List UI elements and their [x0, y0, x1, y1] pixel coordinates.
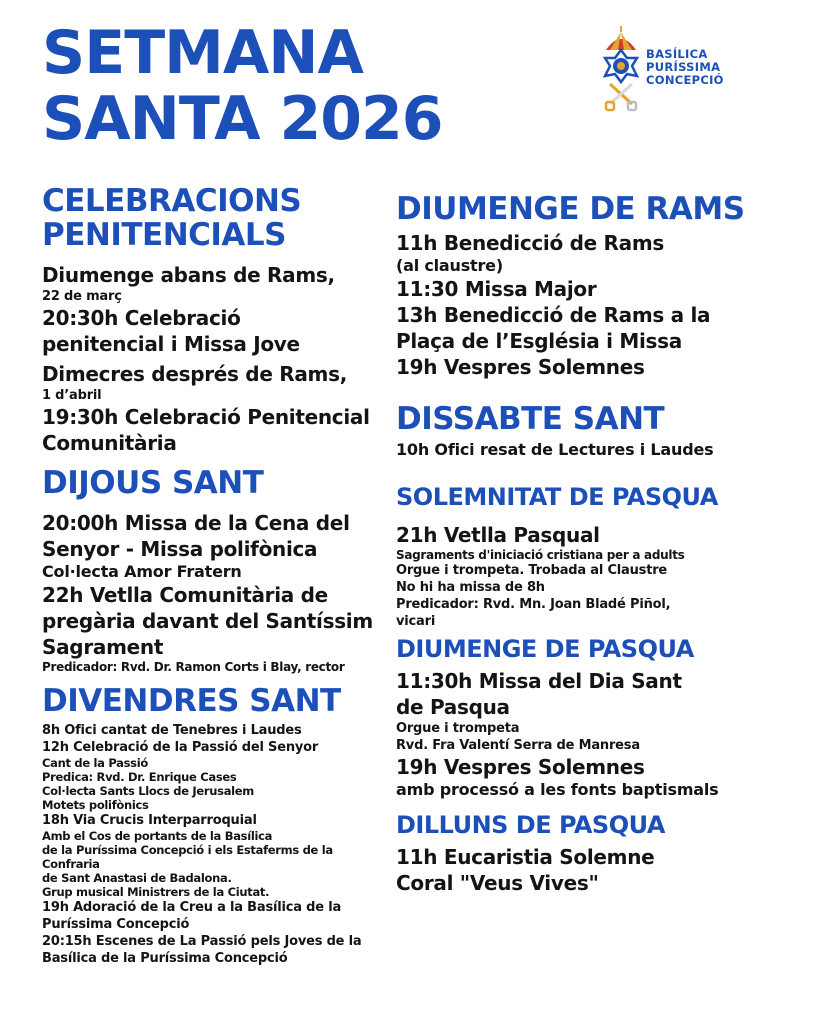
section-heading: CELEBRACIONS: [42, 183, 302, 219]
event-detail: Predicador: Rvd. Dr. Ramon Corts i Blay, rector: [42, 660, 345, 674]
event-line: 18h Via Crucis Interparroquial: [42, 813, 257, 828]
basilica-crest-icon: [596, 24, 646, 116]
event-line: 20:15h Escenes de La Passió pels Joves de la: [42, 934, 362, 949]
event-line: 20:30h Celebració: [42, 306, 241, 330]
event-detail: Rvd. Fra Valentí Serra de Manresa: [396, 738, 640, 753]
right-column: [396, 192, 776, 896]
event-line: 21h Vetlla Pasqual: [396, 523, 600, 547]
section-heading: DISSABTE SANT: [396, 401, 665, 437]
logo-line-1: BASÍLICA: [646, 47, 708, 61]
event-detail: Predicador: Rvd. Mn. Joan Bladé Piñol,: [396, 597, 671, 612]
event-day: Dimecres després de Rams,: [42, 362, 347, 386]
event-line: 11h Eucaristia Solemne: [396, 845, 655, 869]
event-detail: Motets polifònics: [42, 798, 149, 812]
event-date: 1 d’abril: [42, 388, 102, 403]
event-line: pregària davant del Santíssim: [42, 609, 373, 633]
event-line: 19h Adoració de la Creu a la Basílica de la: [42, 900, 342, 915]
event-line: 11:30 Missa Major: [396, 277, 597, 301]
event-line: de Pasqua: [396, 695, 510, 719]
event-detail: Amb el Cos de portants de la Basílica: [42, 829, 273, 843]
event-line: 19:30h Celebració Penitencial: [42, 405, 370, 429]
event-line: Basílica de la Puríssima Concepció: [42, 951, 288, 966]
event-detail: de la Puríssima Concepció i els Estaferms de la Confraria: [42, 843, 333, 871]
basilica-logo: [596, 24, 736, 116]
section-heading: DILLUNS DE PASQUA: [396, 811, 665, 839]
event-day: Diumenge abans de Rams,: [42, 263, 335, 287]
section-heading-line-2: PENITENCIALS: [42, 217, 286, 253]
event-line: Comunitària: [42, 431, 177, 455]
page-title: [42, 20, 442, 152]
event-detail: Col·lecta Amor Fratern: [42, 562, 242, 581]
event-line: 20:00h Missa de la Cena del: [42, 511, 350, 535]
section-dissabte-sant: [396, 402, 776, 460]
event-line: 19h Vespres Solemnes: [396, 355, 645, 379]
logo-line-3: CONCEPCIÓ: [646, 73, 724, 87]
event-line: 11:30h Missa del Dia Sant: [396, 669, 682, 693]
event-detail: Grup musical Ministrers de la Ciutat.: [42, 885, 270, 899]
section-divendres-sant: [42, 684, 392, 967]
event-detail: amb processó a les fonts baptismals: [396, 780, 719, 799]
event-line: Senyor - Missa polifònica: [42, 537, 318, 561]
section-heading: DIJOUS SANT: [42, 465, 264, 501]
title-line-1: SETMANA: [42, 18, 363, 88]
section-heading: DIUMENGE DE PASQUA: [396, 635, 694, 663]
section-heading: DIVENDRES SANT: [42, 683, 341, 719]
left-column: [42, 184, 392, 967]
event-detail: (al claustre): [396, 256, 503, 275]
event-line: 22h Vetlla Comunitària de: [42, 583, 328, 607]
section-dilluns-de-pasqua: [396, 810, 776, 896]
event-detail: Sagraments d'iniciació cristiana per a adults: [396, 548, 685, 562]
event-line: Coral "Veus Vives": [396, 871, 599, 895]
event-line: 13h Benedicció de Rams a la: [396, 303, 711, 327]
event-detail: Col·lecta Sants Llocs de Jerusalem: [42, 784, 254, 798]
section-diumenge-de-rams: [396, 192, 776, 380]
section-diumenge-de-pasqua: [396, 634, 776, 800]
event-line: 11h Benedicció de Rams: [396, 231, 664, 255]
event-line: Plaça de l’Església i Missa: [396, 329, 682, 353]
event-detail: No hi ha missa de 8h: [396, 580, 545, 595]
event-detail: vicari: [396, 614, 436, 629]
section-dijous-sant: [42, 466, 392, 674]
event-date: 22 de març: [42, 289, 122, 304]
event-line: penitencial i Missa Jove: [42, 332, 300, 356]
event-detail: de Sant Anastasi de Badalona.: [42, 871, 232, 885]
title-line-2: SANTA 2026: [42, 84, 443, 154]
section-heading: DIUMENGE DE RAMS: [396, 191, 745, 227]
event-line: Puríssima Concepció: [42, 917, 190, 932]
section-heading: SOLEMNITAT DE PASQUA: [396, 483, 718, 511]
event-detail: Cant de la Passió: [42, 756, 148, 770]
event-line: 10h Ofici resat de Lectures i Laudes: [396, 440, 714, 459]
event-detail: Predica: Rvd. Dr. Enrique Cases: [42, 770, 237, 784]
event-line: 19h Vespres Solemnes: [396, 755, 645, 779]
event-line: 12h Celebració de la Passió del Senyor: [42, 740, 319, 755]
event-line: 8h Ofici cantat de Tenebres i Laudes: [42, 723, 302, 738]
logo-line-2: PURÍSSIMA: [646, 60, 721, 74]
event-detail: Orgue i trompeta. Trobada al Claustre: [396, 563, 668, 578]
section-celebracions-penitencials: [42, 184, 392, 456]
event-detail: Orgue i trompeta: [396, 721, 520, 736]
section-solemnitat-de-pasqua: [396, 482, 776, 630]
event-line: Sagrament: [42, 635, 164, 659]
